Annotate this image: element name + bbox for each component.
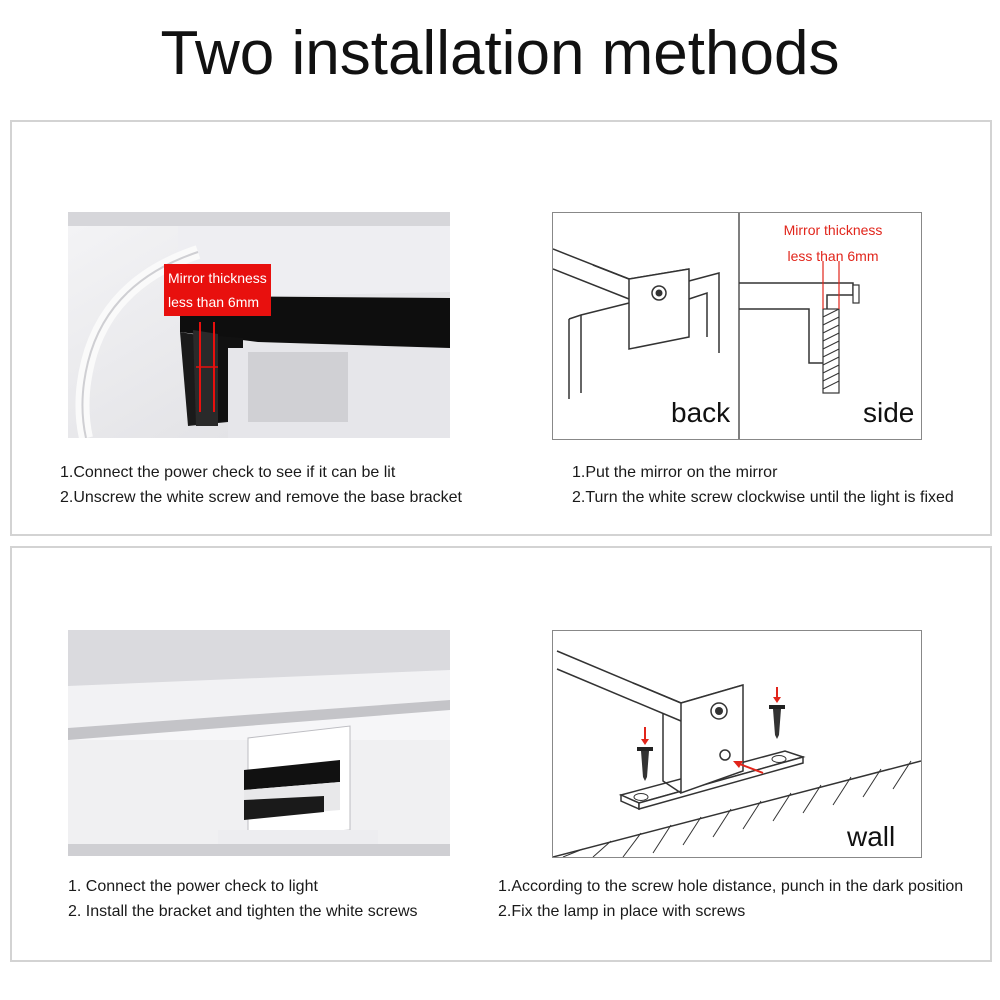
side-thickness-note bbox=[753, 217, 913, 269]
page-title: Two installation methods bbox=[160, 19, 840, 88]
back-label: back bbox=[671, 397, 731, 428]
method-one-section bbox=[10, 120, 992, 536]
caption-line: 1.According to the screw hole distance, punch in the dark position bbox=[498, 878, 964, 895]
wall-label: wall bbox=[847, 821, 896, 852]
method-two-left-caption bbox=[68, 874, 418, 924]
thickness-note-box bbox=[164, 264, 271, 316]
side-label: side bbox=[863, 397, 915, 428]
thickness-note-line1: Mirror thickness bbox=[168, 270, 267, 286]
method-one-right-caption bbox=[572, 460, 954, 510]
caption-line: 1.Connect the power check to see if it can be lit bbox=[60, 464, 396, 481]
caption-line: 2.Turn the white screw clockwise until the light is fixed bbox=[572, 489, 954, 506]
caption-line: 2.Fix the lamp in place with screws bbox=[498, 903, 746, 920]
mirror-edge-photo bbox=[68, 212, 450, 438]
method-one-left-caption bbox=[60, 460, 462, 510]
bracket-install-photo bbox=[68, 630, 450, 856]
back-side-diagram bbox=[552, 212, 922, 440]
side-note-line1: Mirror thickness bbox=[783, 222, 883, 238]
caption-line: 1. Connect the power check to light bbox=[68, 878, 318, 895]
side-note-line2: less than 6mm bbox=[787, 248, 879, 264]
thickness-note-line2: less than 6mm bbox=[168, 294, 260, 310]
method-two-right-caption bbox=[498, 874, 963, 924]
caption-line: 2.Unscrew the white screw and remove the base bracket bbox=[60, 489, 462, 506]
caption-line: 2. Install the bracket and tighten the white screws bbox=[68, 903, 418, 920]
wall-mount-diagram bbox=[552, 630, 922, 858]
method-two-section bbox=[10, 546, 992, 962]
caption-line: 1.Put the mirror on the mirror bbox=[572, 464, 778, 481]
